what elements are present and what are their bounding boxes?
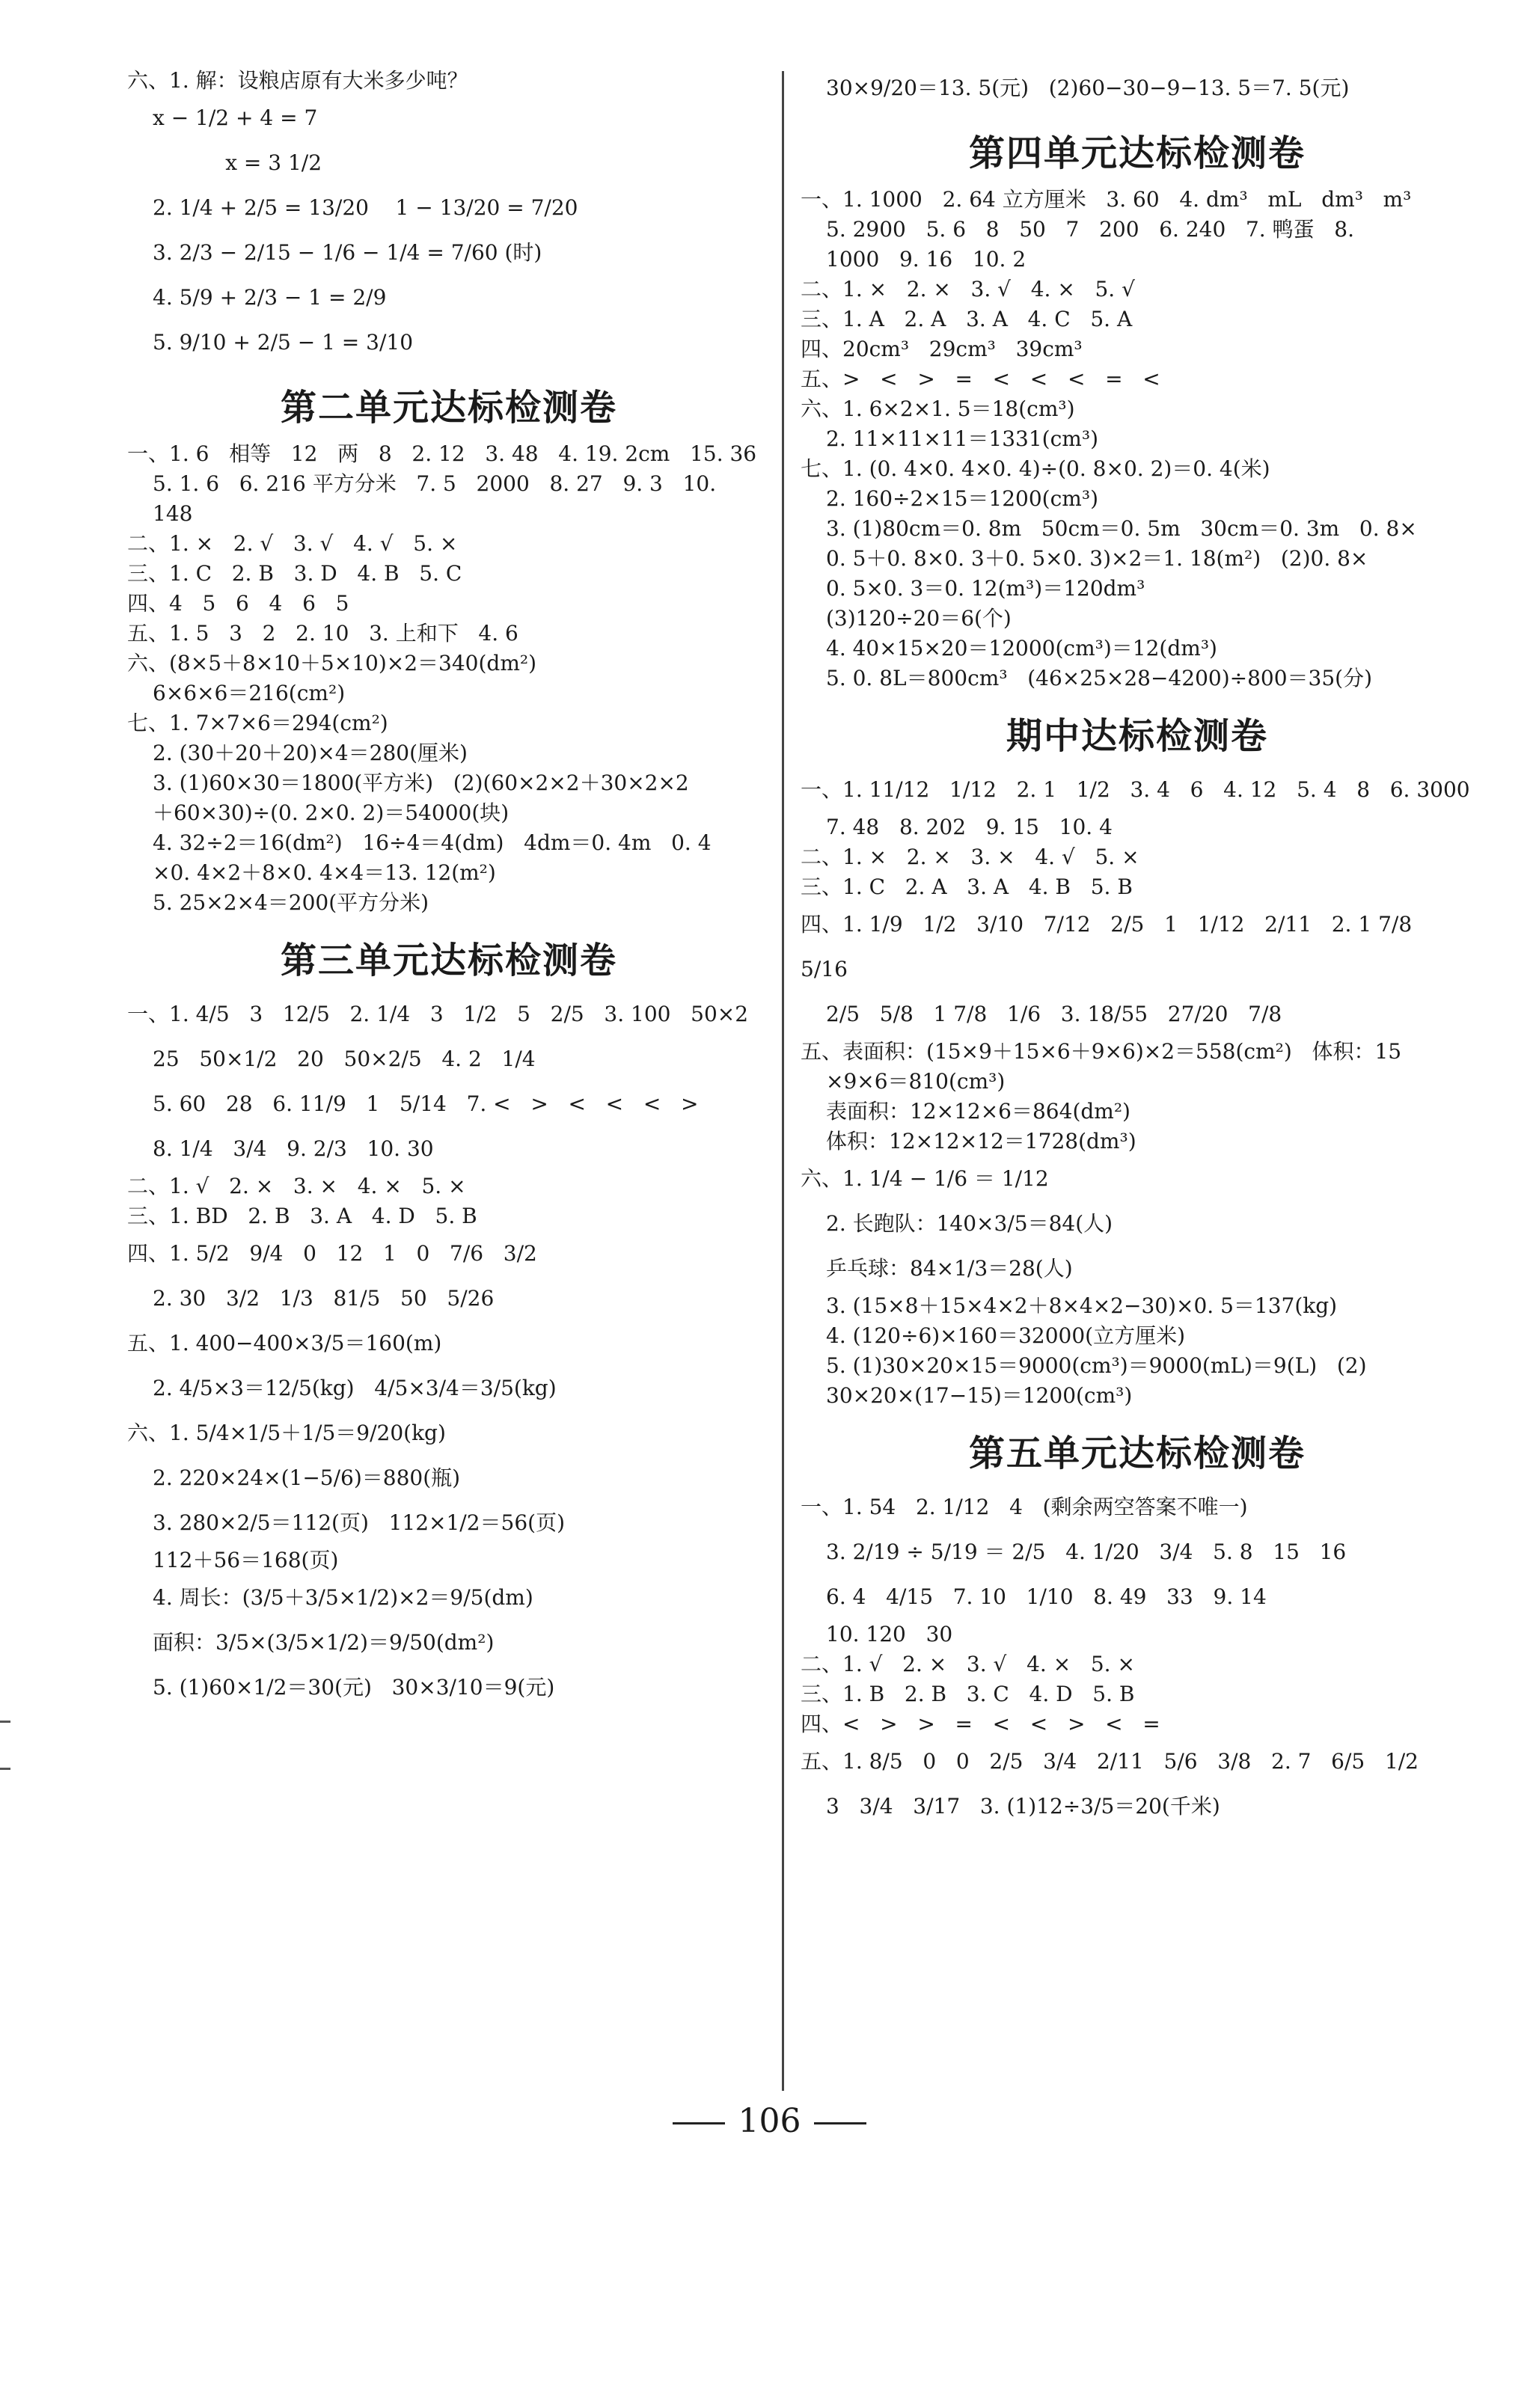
- answer-line: 2. (30＋20＋20)×4＝280(厘米): [153, 741, 468, 765]
- answer-line: 五、1. 5 3 2 2. 10 3. 上和下 4. 6: [127, 621, 518, 646]
- section-title: 第二单元达标检测卷: [280, 387, 617, 429]
- answer-line: 五、表面积：(15×9＋15×6＋9×6)×2＝558(cm²) 体积：15: [801, 1039, 1402, 1064]
- answer-line: 一、1. 1000 2. 64 立方厘米 3. 60 4. dm³ mL dm³ m³: [801, 187, 1412, 212]
- answer-line: 2/5 5/8 1 7/8 1/6 3. 18/55 27/20 7/8: [826, 1002, 1282, 1026]
- answer-line: 一、1. 54 2. 1/12 4 (剩余两空答案不唯一): [801, 1495, 1248, 1519]
- answer-line: 30×20×(17−15)＝1200(cm³): [826, 1383, 1133, 1408]
- answer-line: 2. 11×11×11＝1331(cm³): [826, 426, 1098, 451]
- answer-line: 四、4 5 6 4 6 5: [127, 591, 349, 616]
- answer-line: 3. 280×2/5＝112(页) 112×1/2＝56(页): [153, 1510, 566, 1535]
- answer-line: 2. 1/4 + 2/5 = 13/20 1 − 13/20 = 7/20: [153, 195, 578, 220]
- answer-line: 4. 40×15×20＝12000(cm³)＝12(dm³): [826, 636, 1217, 661]
- answer-line: 六、1. 解：设粮店原有大米多少吨？: [127, 68, 468, 93]
- answer-line: 三、1. BD 2. B 3. A 4. D 5. B: [127, 1204, 477, 1228]
- answer-line: 10. 120 30: [826, 1622, 953, 1646]
- answer-line: 四、1. 5/2 9/4 0 12 1 0 7/6 3/2: [127, 1241, 537, 1266]
- answer-line: 体积：12×12×12＝1728(dm³): [826, 1129, 1136, 1154]
- answer-line: 二、1. × 2. √ 3. √ 4. √ 5. ×: [127, 531, 458, 556]
- answer-line: 一、1. 4/5 3 12/5 2. 1/4 3 1/2 5 2/5 3. 100 50×2: [127, 1002, 749, 1026]
- answer-line: 三、1. A 2. A 3. A 4. C 5. A: [801, 307, 1133, 331]
- right-column: [801, 66, 1474, 1829]
- answer-line: 2. 4/5×3＝12/5(kg) 4/5×3/4＝3/5(kg): [153, 1376, 557, 1400]
- answer-line: 五、1. 400−400×3/5＝160(m): [127, 1331, 442, 1355]
- answer-line: 5. 0. 8L＝800cm³ (46×25×28−4200)÷800＝35(分): [826, 666, 1372, 690]
- answer-line: 2. 长跑队：140×3/5＝84(人): [826, 1211, 1113, 1236]
- answer-line: 30×9/20＝13. 5(元) (2)60−30−9−13. 5＝7. 5(元): [826, 76, 1350, 100]
- section-title: 第四单元达标检测卷: [968, 132, 1306, 174]
- answer-line: 二、1. × 2. × 3. × 4. √ 5. ×: [801, 845, 1139, 869]
- answer-line: 1000 9. 16 10. 2: [826, 247, 1026, 272]
- margin-marks: [0, 1676, 15, 2050]
- answer-line: 112＋56＝168(页): [153, 1548, 339, 1572]
- answer-line: 三、1. C 2. A 3. A 4. B 5. B: [801, 874, 1133, 899]
- answer-line: 二、1. × 2. × 3. √ 4. × 5. √: [801, 277, 1135, 301]
- answer-line: (3)120÷20＝6(个): [826, 606, 1012, 631]
- answer-line: 25 50×1/2 20 50×2/5 4. 2 1/4: [153, 1047, 536, 1071]
- answer-line: 四、20cm³ 29cm³ 39cm³: [801, 337, 1083, 361]
- answer-line: x = 3 1/2: [172, 150, 322, 175]
- answer-line: 5. 60 28 6. 11/9 1 5/14 7. < > < < < >: [153, 1091, 699, 1116]
- answer-line: 4. 32÷2＝16(dm²) 16÷4＝4(dm) 4dm＝0. 4m 0. 4: [153, 830, 712, 855]
- answer-line: ＋60×30)÷(0. 2×0. 2)＝54000(块): [153, 800, 510, 825]
- answer-line: 5. (1)60×1/2＝30(元) 30×3/10＝9(元): [153, 1675, 555, 1700]
- answer-line: 3. (15×8＋15×4×2＋8×4×2−30)×0. 5＝137(kg): [826, 1293, 1338, 1318]
- section-title: 期中达标检测卷: [1006, 715, 1268, 757]
- answer-line: 五、1. 8/5 0 0 2/5 3/4 2/11 5/6 3/8 2. 7 6/5 1/2: [801, 1749, 1419, 1774]
- answer-line: 8. 1/4 3/4 9. 2/3 10. 30: [153, 1136, 434, 1161]
- answer-line: 3. 2/19 ÷ 5/19 ＝ 2/5 4. 1/20 3/4 5. 8 15 16: [826, 1540, 1347, 1564]
- answer-line: ×0. 4×2＋8×0. 4×4＝13. 12(m²): [153, 860, 496, 885]
- answer-line: 六、1. 1/4 − 1/6 ＝ 1/12: [801, 1166, 1049, 1191]
- page-number: [0, 2102, 1539, 2140]
- answer-line: 七、1. (0. 4×0. 4×0. 4)÷(0. 8×0. 2)＝0. 4(米): [801, 456, 1270, 481]
- answer-line: 3. (1)60×30＝1800(平方米) (2)(60×2×2＋30×2×2: [153, 771, 689, 795]
- answer-line: 三、1. C 2. B 3. D 4. B 5. C: [127, 561, 462, 586]
- answer-line: 5. (1)30×20×15＝9000(cm³)＝9000(mL)＝9(L) (2): [826, 1353, 1367, 1378]
- answer-line: 一、1. 11/12 1/12 2. 1 1/2 3. 4 6 4. 12 5. 4 8 6. 3000: [801, 777, 1470, 802]
- page-number-text: 106: [738, 2102, 801, 2140]
- answer-line: 4. 5/9 + 2/3 − 1 = 2/9: [153, 285, 387, 310]
- answer-line: 148: [153, 501, 193, 526]
- answer-line: 2. 160÷2×15＝1200(cm³): [826, 486, 1098, 511]
- answer-line: 5. 2900 5. 6 8 50 7 200 6. 240 7. 鸭蛋 8.: [826, 217, 1355, 242]
- answer-line: 6×6×6＝216(cm²): [153, 681, 346, 705]
- section-title: 第五单元达标检测卷: [968, 1433, 1306, 1474]
- left-column: [127, 66, 771, 1710]
- answer-line: 四、< > > = < < > < =: [801, 1712, 1160, 1736]
- answer-line: 3. 2/3 − 2/15 − 1/6 − 1/4 = 7/60 (时): [153, 240, 542, 265]
- answer-line: 表面积：12×12×6＝864(dm²): [826, 1099, 1130, 1124]
- answer-line: 七、1. 7×7×6＝294(cm²): [127, 711, 388, 735]
- answer-line: 乒乓球：84×1/3＝28(人): [826, 1256, 1073, 1281]
- answer-line: 2. 30 3/2 1/3 81/5 50 5/26: [153, 1286, 495, 1311]
- answer-line: 三、1. B 2. B 3. C 4. D 5. B: [801, 1682, 1135, 1706]
- answer-line: 一、1. 6 相等 12 两 8 2. 12 3. 48 4. 19. 2cm 15. 36: [127, 441, 757, 466]
- answer-line: 五、> < > = < < < = <: [801, 367, 1160, 391]
- answer-line: ×9×6＝810(cm³): [826, 1069, 1006, 1094]
- answer-line: x − 1/2 + 4 = 7: [153, 105, 318, 130]
- answer-line: 3 3/4 3/17 3. (1)12÷3/5＝20(千米): [826, 1794, 1220, 1819]
- answer-line: 六、(8×5＋8×10＋5×10)×2＝340(dm²): [127, 651, 537, 675]
- answer-line: 六、1. 5/4×1/5＋1/5＝9/20(kg): [127, 1421, 446, 1445]
- answer-line: 7. 48 8. 202 9. 15 10. 4: [826, 815, 1113, 839]
- column-divider: [782, 71, 784, 2091]
- answer-line: 面积：3/5×(3/5×1/2)＝9/50(dm²): [153, 1630, 495, 1655]
- answer-line: 0. 5×0. 3＝0. 12(m³)＝120dm³: [826, 576, 1145, 601]
- answer-line: 0. 5＋0. 8×0. 3＋0. 5×0. 3)×2＝1. 18(m²) (2)0. 8×: [826, 546, 1368, 571]
- answer-line: 3. (1)80cm＝0. 8m 50cm＝0. 5m 30cm＝0. 3m 0. 8×: [826, 516, 1417, 541]
- section-title: 第三单元达标检测卷: [280, 940, 617, 981]
- answer-line: 5. 9/10 + 2/5 − 1 = 3/10: [153, 330, 414, 355]
- answer-line: 5. 25×2×4＝200(平方分米): [153, 890, 429, 915]
- answer-line: 6. 4 4/15 7. 10 1/10 8. 49 33 9. 14: [826, 1584, 1267, 1609]
- answer-line: 二、1. √ 2. × 3. × 4. × 5. ×: [127, 1174, 466, 1198]
- answer-line: 四、1. 1/9 1/2 3/10 7/12 2/5 1 1/12 2/11 2. 1 7/8 5/16: [801, 912, 1432, 981]
- answer-line: 二、1. √ 2. × 3. √ 4. × 5. ×: [801, 1652, 1135, 1676]
- answer-line: 六、1. 6×2×1. 5＝18(cm³): [801, 396, 1075, 421]
- answer-line: 4. (120÷6)×160＝32000(立方厘米): [826, 1323, 1186, 1348]
- answer-line: 5. 1. 6 6. 216 平方分米 7. 5 2000 8. 27 9. 3 10.: [153, 471, 717, 496]
- answer-line: 2. 220×24×(1−5/6)＝880(瓶): [153, 1465, 461, 1490]
- answer-line: 4. 周长：(3/5＋3/5×1/2)×2＝9/5(dm): [153, 1585, 533, 1610]
